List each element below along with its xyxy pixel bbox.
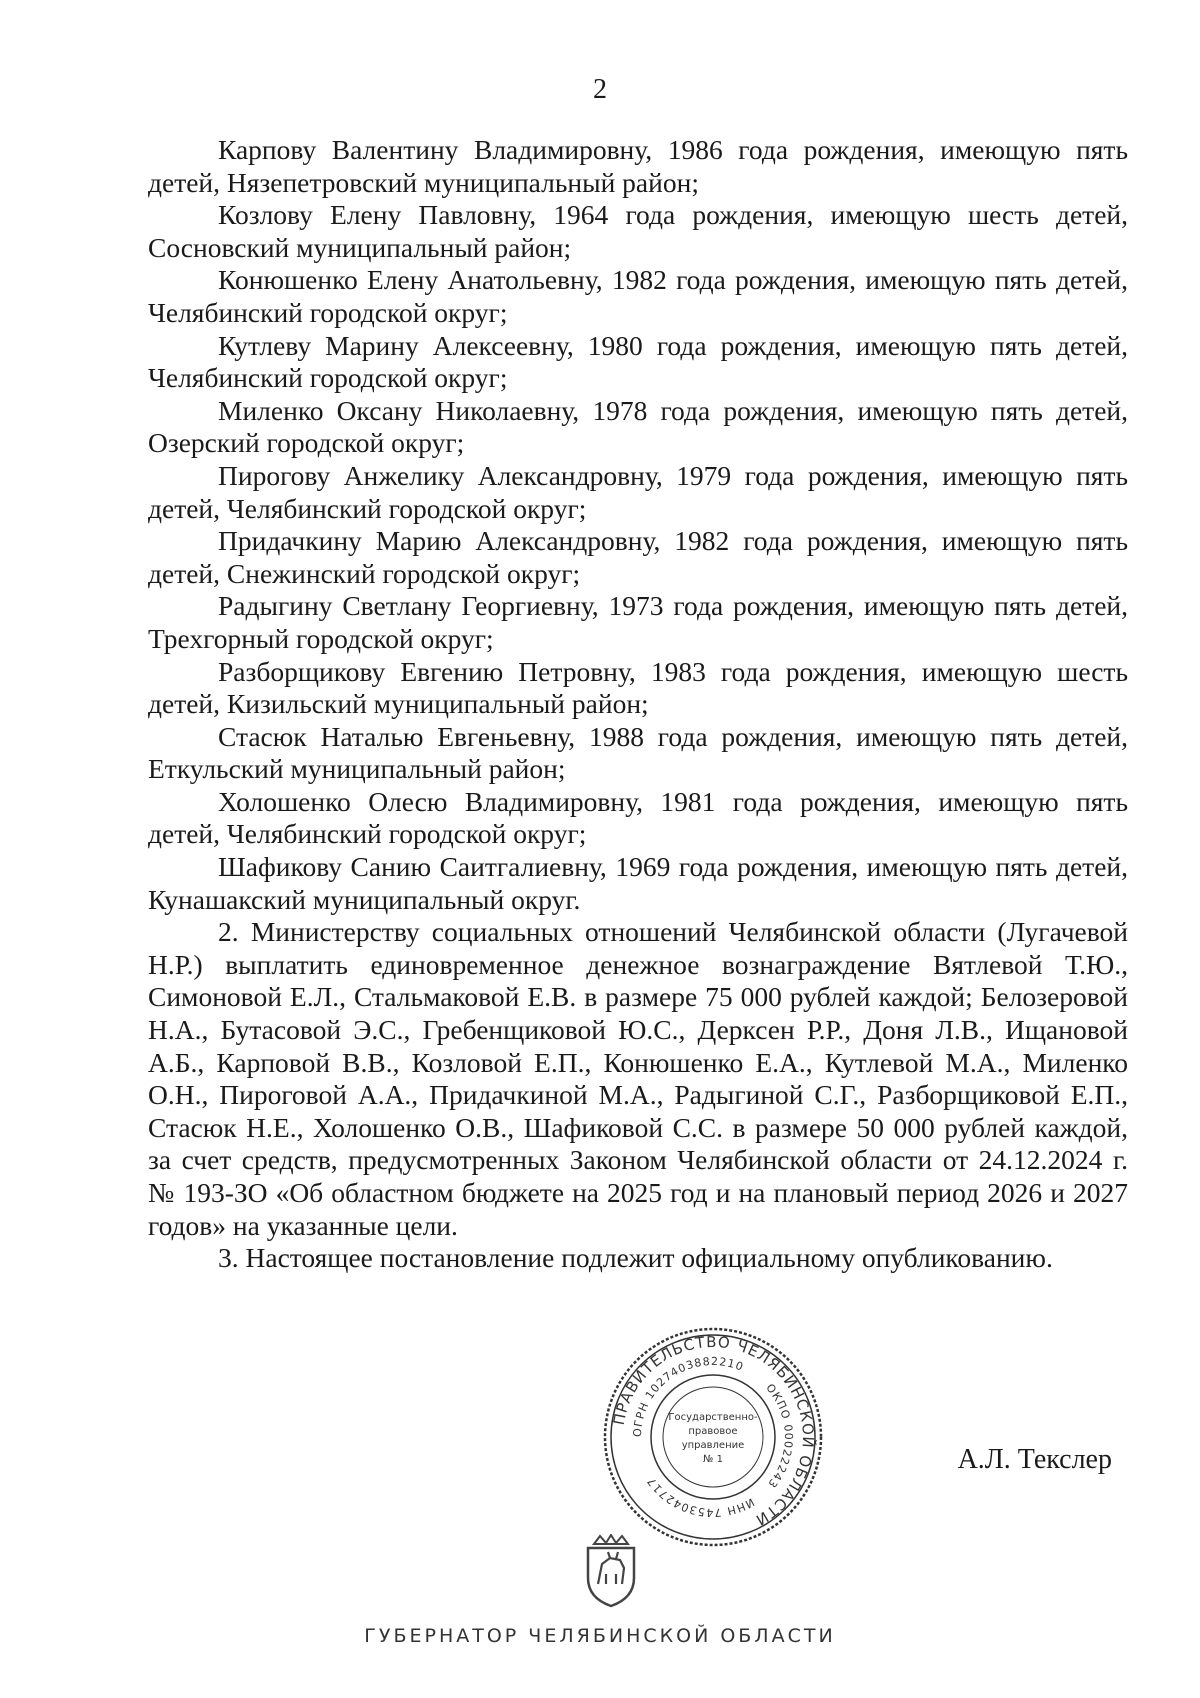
paragraph: Миленко Оксану Николаевну, 1978 года рождения, имеющую пять детей, Озерский городской округ; [148, 394, 1128, 459]
document-body [148, 134, 1128, 1275]
paragraph: Карпову Валентину Владимировну, 1986 года рождения, имеющую пять детей, Нязепетровский муниципальный район; [148, 134, 1128, 198]
paragraph: Придачкину Марию Александровну, 1982 года рождения, имеющую пять детей, Снежинский городской округ; [148, 525, 1128, 589]
paragraph: Шафикову Санию Саитгалиевну, 1969 года рождения, имеющую пять детей, Кунашакский муниципальный округ. [148, 851, 1128, 915]
signature-name: А.Л. Текслер [957, 1444, 1112, 1475]
footer-letterhead: ГУБЕРНАТОР ЧЕЛЯБИНСКОЙ ОБЛАСТИ [364, 1625, 836, 1647]
paragraph-section-3: 3. Настоящее постановление подлежит официальному опубликованию. [218, 1242, 1053, 1274]
seal-center-line: управление [681, 1440, 745, 1451]
seal-inn: ИНН 7453042717 [644, 1474, 757, 1520]
coat-of-arms-icon [580, 1534, 642, 1608]
seal-ogrn: ОГРН 1027403882210 [630, 1354, 746, 1438]
paragraph: Козлову Елену Павловну, 1964 года рождения, имеющую шесть детей, Сосновский муниципальный район; [148, 199, 1128, 263]
paragraph: Кутлеву Марину Алексеевну, 1980 года рождения, имеющую пять детей, Челябинский городской округ; [148, 329, 1128, 394]
seal-ring-text: ПРАВИТЕЛЬСТВО ЧЕЛЯБИНСКОЙ ОБЛАСТИ [609, 1332, 818, 1530]
paragraph: Пирогову Анжелику Александровну, 1979 года рождения, имеющую пять детей, Челябинский городской округ; [148, 459, 1128, 524]
seal-center-line: № 1 [703, 1454, 723, 1465]
page-number: 2 [593, 74, 607, 105]
paragraph: Радыгину Светлану Георгиевну, 1973 года рождения, имеющую пять детей, Трехгорный городской округ; [148, 590, 1128, 654]
seal-center-line: Государственно- [668, 1412, 758, 1423]
paragraph-section-2: 2. Министерству социальных отношений Челябинской области (Лугачевой Н.Р.) выплатить единовременное денежное вознаграждение Вятлевой Т.Ю., Симоновой Е.Л., Стальмаковой Е.В. в размере 75 000 рублей каждой; Белозеровой Н.А., Бутасовой Э.С., Гребенщиковой Ю.С., Дерксен Р.Р., Доня Л.В., Ищановой А.Б., Карповой В.В., Козловой Е.П., Конюшенко Е.А., Кутлевой М.А., Миленко О.Н., Пироговой А.А., Придачкиной М.А., Радыгиной С.Г., Разборщиковой Е.П., Стасюк Н.Е., Холошенко О.В., Шафиковой С.С. в размере 50 000 рублей каждой, за счет средств, предусмотренных Законом Челябинской области от 24.12.2024 г. № 193-ЗО «Об областном бюджете на 2025 год и на плановый период 2026 и 2027 годов» на указанные цели. [148, 916, 1128, 1241]
svg-text:ИНН 7453042717 [644, 1474, 756, 1519]
paragraph: Холошенко Олесю Владимировну, 1981 года рождения, имеющую пять детей, Челябинский городской округ; [148, 785, 1128, 850]
paragraph: Разборщикову Евгению Петровну, 1983 года рождения, имеющую шесть детей, Кизильский муниципальный район; [148, 655, 1128, 720]
paragraph: Стасюк Наталью Евгеньевну, 1988 года рождения, имеющую пять детей, Еткульский муниципальный район; [148, 720, 1128, 785]
paragraph: Конюшенко Елену Анатольевну, 1982 года рождения, имеющую пять детей, Челябинский городской округ; [148, 264, 1128, 328]
official-seal [600, 1324, 826, 1550]
seal-okpo: ОКПО 00022243 [763, 1381, 796, 1491]
seal-center-line: правовое [688, 1426, 738, 1437]
